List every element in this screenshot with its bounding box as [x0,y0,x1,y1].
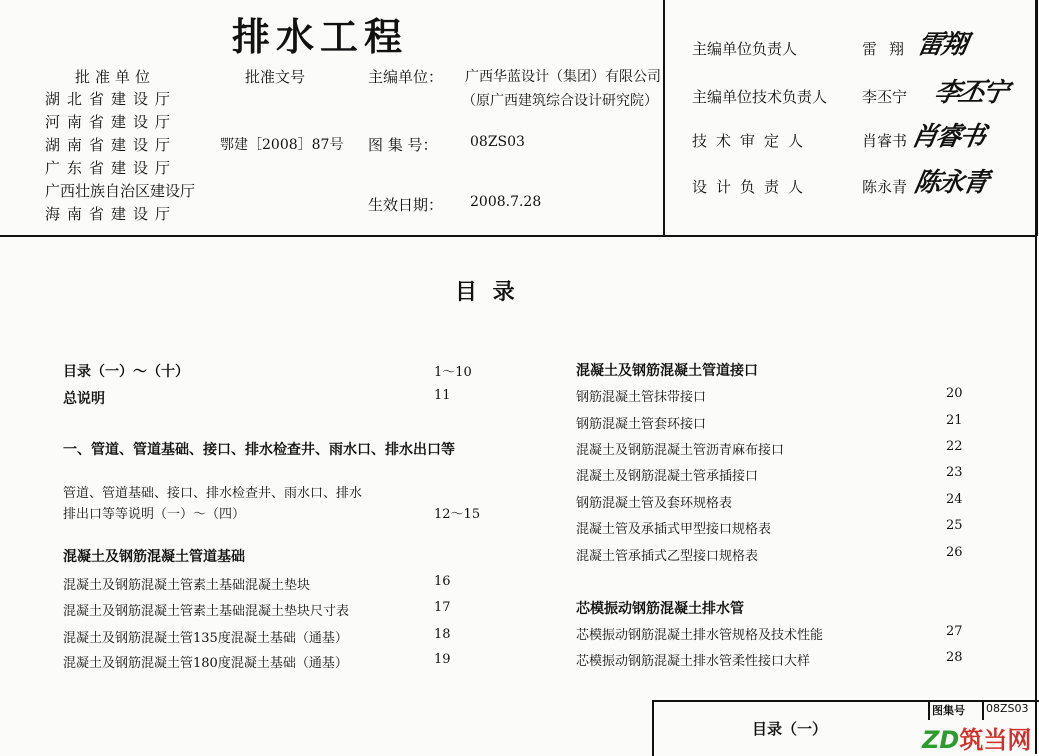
toc-entry-page: 18 [434,627,451,642]
toc-entry-page: 24 [946,492,963,507]
toc-entry-page: 17 [434,600,451,615]
toc-entry-text: 混凝土管承插式乙型接口规格表 [576,549,759,564]
footer-cell-divider [928,700,930,720]
footer-cell-divider-2 [982,700,984,720]
signature-image: 雷翔 [914,30,969,60]
toc-title: 目 录 [455,280,519,305]
toc-entry-page: 20 [946,386,963,401]
toc-entry-page: 11 [434,388,451,403]
responsible-name: 肖睿书 [862,132,908,150]
responsible-role: 主编单位技术负责人 [692,88,828,106]
toc-entry-text: 混凝土及钢筋混凝土管沥青麻布接口 [576,443,785,458]
toc-entry-text: 混凝土管及承插式甲型接口规格表 [576,522,772,537]
approve-unit-item: 广西壮族自治区建设厅 [45,182,196,200]
chief-unit-value: 广西华蓝设计（集团）有限公司 [465,69,661,85]
footer-page-title: 目录（一） [752,720,828,738]
approve-doc-label: 批准文号 [245,68,306,86]
toc-entry-text: 目录（一）～（十） [63,364,189,380]
toc-entry-page: 12～15 [434,507,481,522]
header-column-divider [663,0,665,236]
chief-unit-note: （原广西建筑综合设计研究院） [462,93,658,109]
effective-value: 2008.7.28 [470,194,542,210]
toc-entry-page: 28 [946,650,963,665]
atlas-label: 图 集 号： [368,136,438,154]
responsible-role: 设计负责人 [692,178,813,196]
toc-entry-page: 21 [946,413,963,428]
footer-atlas-value: 08ZS03 [986,702,1029,715]
toc-entry-text: 混凝土及钢筋混凝土管素土基础混凝土垫块 [63,578,311,593]
header-divider [0,235,1037,237]
watermark-text: 筑当网 [959,726,1032,754]
footer-atlas-label: 图集号 [932,704,965,717]
approve-unit-item: 海南省建设厅 [45,205,178,223]
responsible-role: 技术审定人 [692,132,813,150]
toc-section-heading: 混凝土及钢筋混凝土管道接口 [576,363,758,379]
toc-entry-text: 总说明 [63,391,105,407]
approve-unit-item: 广东省建设厅 [45,159,178,177]
approve-doc-value: 鄂建［2008］87号 [220,137,344,153]
toc-entry-page: 19 [434,652,451,667]
toc-entry-text: 钢筋混凝土管套环接口 [576,417,707,432]
signature-image: 陈永青 [911,168,990,198]
signature-image: 肖睿书 [908,122,987,152]
toc-entry-text: 钢筋混凝土管及套环规格表 [576,496,733,511]
toc-entry-page: 26 [946,545,963,560]
approve-unit-item: 湖北省建设厅 [45,90,178,108]
toc-entry-page: 23 [946,465,963,480]
toc-section-heading: 一、管道、管道基础、接口、排水检查井、雨水口、排水出口等 [63,442,455,458]
toc-entry-text: 混凝土及钢筋混凝土管135度混凝土基础（通基） [63,631,348,646]
watermark-zd: ZD [922,726,960,754]
signature-image: 李丕宁 [931,78,1010,108]
page-title: 排水工程 [232,15,409,59]
effective-label: 生效日期： [368,196,444,214]
toc-entry-text: 混凝土及钢筋混凝土管承插接口 [576,469,759,484]
right-border [1035,0,1037,754]
toc-entry-text: 排出口等等说明（一）～（四） [63,507,246,522]
toc-entry-page: 25 [946,518,963,533]
responsible-name: 陈永青 [862,178,908,196]
approve-unit-item: 河南省建设厅 [45,113,178,131]
toc-entry-text: 管道、管道基础、接口、排水检查井、雨水口、排水 [63,486,363,501]
toc-entry-text: 混凝土及钢筋混凝土管素土基础混凝土垫块尺寸表 [63,604,350,619]
chief-unit-label: 主编单位： [368,68,444,86]
toc-section-heading: 混凝土及钢筋混凝土管道基础 [63,549,245,565]
responsible-name: 雷翔 [862,40,917,58]
toc-entry-page: 22 [946,439,963,454]
toc-entry-page: 1～10 [434,365,472,380]
toc-entry-page: 16 [434,574,451,589]
approve-unit-label: 批准单位 [75,68,156,86]
watermark-logo [922,720,1031,755]
toc-section-heading: 芯模振动钢筋混凝土排水管 [576,601,744,617]
toc-entry-page: 27 [946,624,963,639]
toc-entry-text: 钢筋混凝土管抹带接口 [576,390,707,405]
atlas-value: 08ZS03 [470,134,525,150]
responsible-name: 李丕宁 [862,88,908,106]
toc-entry-text: 芯模振动钢筋混凝土排水管规格及技术性能 [576,628,824,643]
toc-entry-text: 混凝土及钢筋混凝土管180度混凝土基础（通基） [63,656,348,671]
responsible-role: 主编单位负责人 [692,40,798,58]
toc-entry-text: 芯模振动钢筋混凝土排水管柔性接口大样 [576,654,811,669]
footer-title-cell [652,700,928,754]
approve-unit-item: 湖南省建设厅 [45,136,178,154]
